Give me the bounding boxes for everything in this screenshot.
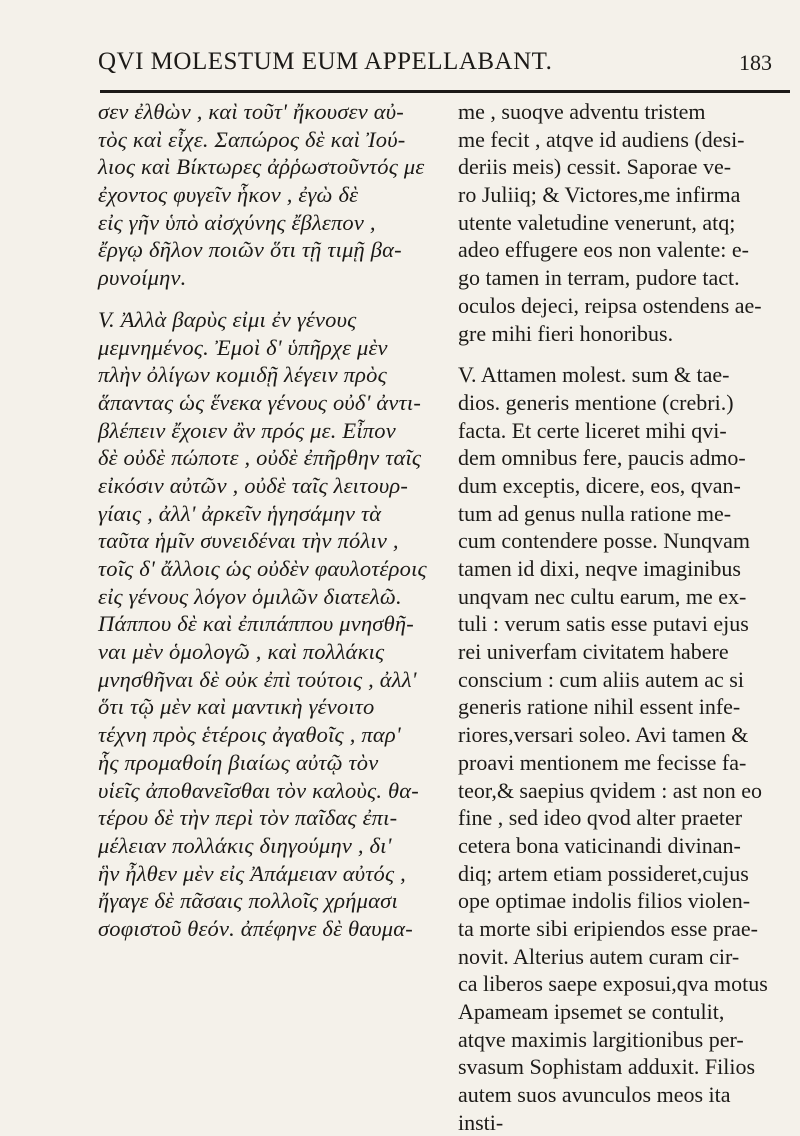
text-line: ἅπαντας ὡς ἕνεκα γένους οὐδ' ἀντι-	[98, 389, 422, 415]
text-line: V. Attamen molest. sum & tae-	[458, 362, 730, 388]
greek-paragraph-2	[98, 306, 442, 943]
text-line: μεμνημένος. Ἐμοὶ δ' ὑπῆρχε μὲν	[98, 334, 388, 360]
text-line: ναι μὲν ὁμολογῶ , καὶ πολλάκις	[98, 639, 385, 665]
text-line: utente valetudine venerunt, atq;	[458, 209, 736, 235]
text-line: ὅτι τῷ μὲν καὶ μαντικὴ γένοιτο	[98, 694, 375, 720]
text-line: σοφιστοῦ θεόν. ἀπέφηνε δὲ θαυμα-	[98, 915, 413, 941]
text-line: dios. generis mentione (crebri.)	[458, 389, 734, 415]
text-line: λιος καὶ Βίκτωρες ἀῤῥωστοῦντός με	[98, 154, 425, 180]
text-line: dem omnibus fere, paucis admo-	[458, 445, 746, 471]
page-number: 183	[739, 50, 772, 75]
text-line: ἧς προμαθοίη βιαίως αὐτῷ τὸν	[98, 749, 379, 775]
greek-column	[98, 98, 442, 943]
running-header	[0, 48, 800, 88]
latin-paragraph-2	[458, 361, 798, 1136]
text-line: γίαις , ἀλλ' ἀρκεῖν ἡγησάμην τὰ	[98, 500, 382, 526]
text-line: V. Ἀλλὰ βαρὺς εἰμι ἐν γένους	[98, 306, 357, 332]
text-line: τέρου δὲ τὴν περὶ τὸν παῖδας ἐπι-	[98, 805, 398, 831]
text-line: μνησθῆναι δὲ οὐκ ἐπὶ τούτοις , ἀλλ'	[98, 666, 417, 692]
text-line: πλὴν ὀλίγων κομιδῇ λέγειν πρὸς	[98, 362, 387, 388]
text-line: tuli : verum satis esse putavi ejus	[458, 611, 749, 637]
text-line: ρυνοίμην.	[98, 265, 187, 291]
header-rule	[100, 90, 790, 93]
text-line: ἣν ἦλθεν μὲν εἰς Ἀπάμειαν αὐτός ,	[98, 860, 406, 886]
text-line: diq; artem etiam possideret,cujus	[458, 860, 749, 886]
text-line: cum contendere posse. Nunqvam	[458, 528, 751, 554]
text-line: svasum Sophistam adduxit. Filios	[458, 1054, 756, 1080]
greek-paragraph-1	[98, 98, 442, 292]
latin-paragraph-1	[458, 98, 798, 347]
text-line: me fecit , atqve id audiens (desi-	[458, 126, 745, 152]
text-line: deriis meis) cessit. Saporae ve-	[458, 154, 732, 180]
running-title: QVI MOLESTUM EUM APPELLABANT.	[98, 48, 553, 75]
text-line: facta. Et certe liceret mihi qvi-	[458, 417, 727, 443]
text-line: Apameam ipsemet se contulit,	[458, 999, 725, 1024]
text-line: cetera bona vaticinandi divinan-	[458, 832, 741, 858]
text-line: riores,versari soleo. Avi tamen &	[458, 722, 749, 748]
text-line: Πάππου δὲ καὶ ἐπιπάππου μνησθῆ-	[98, 611, 414, 637]
text-line: tum ad genus nulla ratione me-	[458, 500, 732, 526]
text-line: δὲ οὐδὲ πώποτε , οὐδὲ ἐπῆρθην ταῖς	[98, 445, 422, 471]
text-line: conscium : cum aliis autem ac si	[458, 666, 744, 692]
text-line: unqvam nec cultu earum, me ex-	[458, 583, 747, 609]
text-line: ἐχοντος φυγεῖν ἧκον , ἐγὼ δὲ	[98, 182, 359, 208]
text-line: βλέπειν ἔχοιεν ἂν πρός με. Εἶπον	[98, 417, 396, 443]
text-line: insti-	[458, 1109, 504, 1135]
text-line: go tamen in terram, pudore tact.	[458, 265, 740, 291]
text-line: autem suos avunculos meos ita	[458, 1082, 731, 1108]
text-line: ταῦτα ἡμῖν συνειδέναι τὴν πόλιν ,	[98, 528, 399, 554]
paragraph-gap	[98, 292, 442, 306]
text-line: τέχνη πρὸς ἑτέροις ἀγαθοῖς , παρ'	[98, 722, 401, 748]
text-line: novit. Alterius autem curam cir-	[458, 943, 740, 969]
text-line: generis ratione nihil essent infe-	[458, 694, 741, 720]
text-line: τοῖς δ' ἄλλοις ὡς οὐδὲν φαυλοτέροις	[98, 556, 427, 581]
text-line: tamen id dixi, neqve imaginibus	[458, 556, 741, 581]
text-line: υἱεῖς ἀποθανεῖσθαι τὸν καλοὺς. θα-	[98, 777, 419, 803]
text-line: εἰκόσιν αὐτῶν , οὐδὲ ταῖς λειτουρ-	[98, 472, 409, 498]
text-line: rei univerfam civitatem habere	[458, 639, 729, 665]
latin-column	[458, 98, 798, 1136]
text-line: εἰς γένους λόγον ὁμιλῶν διατελῶ.	[98, 583, 402, 609]
text-line: adeo effugere eos non valente: e-	[458, 237, 749, 263]
text-line: ἔργῳ δῆλον ποιῶν ὅτι τῇ τιμῇ βα-	[98, 237, 402, 263]
text-line: me , suoqve adventu tristem	[458, 99, 706, 124]
text-line: teor,& saepius qvidem : ast non eo	[458, 777, 763, 803]
text-line: τὸς καὶ εἶχε. Σαπώρος δὲ καὶ Ἰού-	[98, 126, 406, 152]
text-line: σεν ἐλθὼν , καὶ τοῦτ' ἤκουσεν αὐ-	[98, 99, 404, 124]
text-line: ἤγαγε δὲ πᾶσαις πολλοῖς χρήμασι	[98, 888, 398, 914]
text-line: μέλειαν πολλάκις διηγούμην , δι'	[98, 832, 392, 858]
text-line: gre mihi fieri honoribus.	[458, 320, 674, 346]
text-line: ope optimae indolis filios violen-	[458, 888, 751, 914]
text-line: atqve maximis largitionibus per-	[458, 1026, 744, 1052]
text-line: proavi mentionem me fecisse fa-	[458, 749, 747, 775]
text-line: ca liberos saepe exposui,qva motus	[458, 971, 768, 997]
text-line: εἰς γῆν ὑπὸ αἰσχύνης ἔβλεπον ,	[98, 209, 376, 235]
text-line: dum exceptis, dicere, eos, qvan-	[458, 472, 741, 498]
text-line: oculos dejeci, reipsa ostendens ae-	[458, 292, 762, 318]
text-line: ro Juliiq; & Victores,me infirma	[458, 182, 741, 208]
paragraph-gap	[458, 347, 798, 361]
text-line: fine , sed ideo qvod alter praeter	[458, 805, 743, 831]
text-line: ta morte sibi eripiendos esse prae-	[458, 915, 758, 941]
